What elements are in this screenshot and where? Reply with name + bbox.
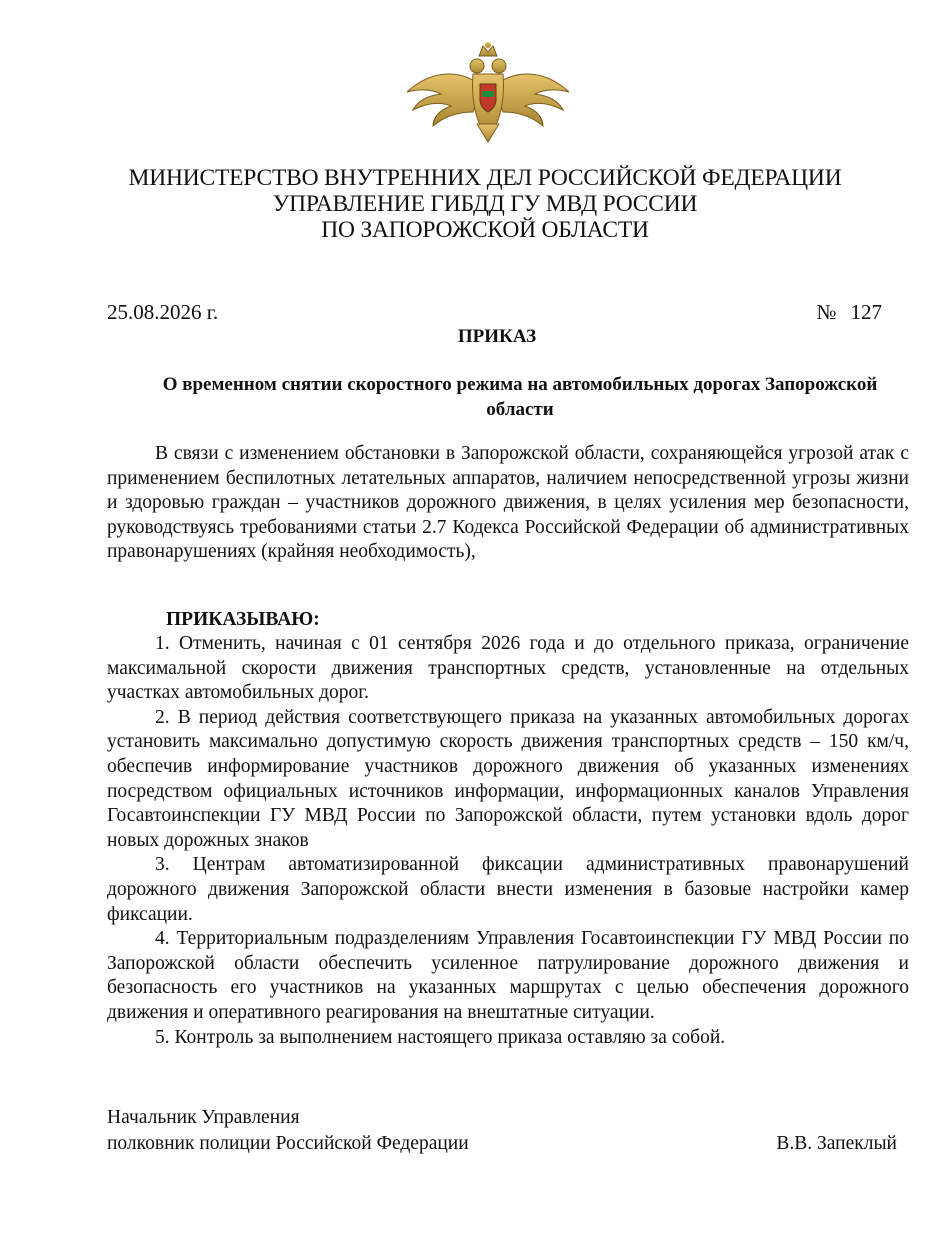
header-line-3: ПО ЗАПОРОЖСКОЙ ОБЛАСТИ — [321, 217, 649, 243]
double-headed-eagle-emblem-icon — [403, 40, 573, 144]
decree-item-3: 3. Центрам автоматизированной фиксации административных правонарушений дорожного движения Запорожской области внести изменения в базовые настройки камер фиксации. — [107, 854, 909, 925]
signature-block — [107, 1105, 897, 1157]
ministry-header — [0, 165, 942, 243]
intro-paragraph: В связи с изменением обстановки в Запорожской области, сохраняющейся угрозой атак с применением беспилотных летательных аппаратов, наличием непосредственной угрозы жизни и здоровью граждан – участников дорожного движения, в целях усиления мер безопасности, руководствуясь требованиями статьи 2.7 Кодекса Российской Федерации об административных правонарушениях (крайняя необходимость), — [107, 443, 909, 563]
document-subject: О временном снятии скоростного режима на автомобильных дорогах Запорожской области — [162, 374, 878, 420]
signer-position-line-1: Начальник Управления — [107, 1107, 300, 1128]
header-line-1: МИНИСТЕРСТВО ВНУТРЕННИХ ДЕЛ РОССИЙСКОЙ ФЕДЕРАЦИИ — [128, 165, 842, 191]
decree-item-1: 1. Отменить, начиная с 01 сентября 2026 года и до отдельного приказа, ограничение максимальной скорости движения транспортных средств, установленные на отдельных участках автомобильных дорог. — [107, 633, 909, 704]
decree-label: ПРИКАЗЫВАЮ: — [166, 609, 320, 630]
document-number — [816, 300, 882, 325]
signer-line — [107, 1131, 897, 1157]
document-date: 25.08.2026 г. — [107, 300, 219, 324]
decree-item-5: 5. Контроль за выполнением настоящего приказа оставляю за собой. — [155, 1026, 726, 1048]
header-line-2: УПРАВЛЕНИЕ ГИБДД ГУ МВД РОССИИ — [272, 191, 698, 217]
decree-items — [107, 632, 909, 1050]
decree-item-2: 2. В период действия соответствующего приказа на указанных автомобильных дорогах установить максимально допустимую скорость движения транспортных средств – 150 км/ч, обеспечив информирование участников дорожного движения об указанных изменениях посредством официальных источников информации, информационных каналов Управления Госавтоинспекции ГУ МВД России по Запорожской области, путем установки вдоль дорог новых дорожных знаков — [107, 706, 909, 851]
document-type-title: ПРИКАЗ — [457, 326, 537, 347]
number-value: 127 — [850, 300, 882, 324]
number-label: № — [816, 300, 837, 324]
signer-position-line-2: полковник полиции Российской Федерации — [107, 1133, 469, 1154]
decree-item-4: 4. Территориальным подразделениям Управления Госавтоинспекции ГУ МВД России по Запорожской области обеспечить усиленное патрулирование дорожного движения и безопасность его участников на указанных маршрутах с целью обеспечения дорожного движения и оперативного реагирования на внештатные ситуации. — [107, 928, 909, 1023]
signer-name: В.В. Запеклый — [776, 1133, 897, 1154]
